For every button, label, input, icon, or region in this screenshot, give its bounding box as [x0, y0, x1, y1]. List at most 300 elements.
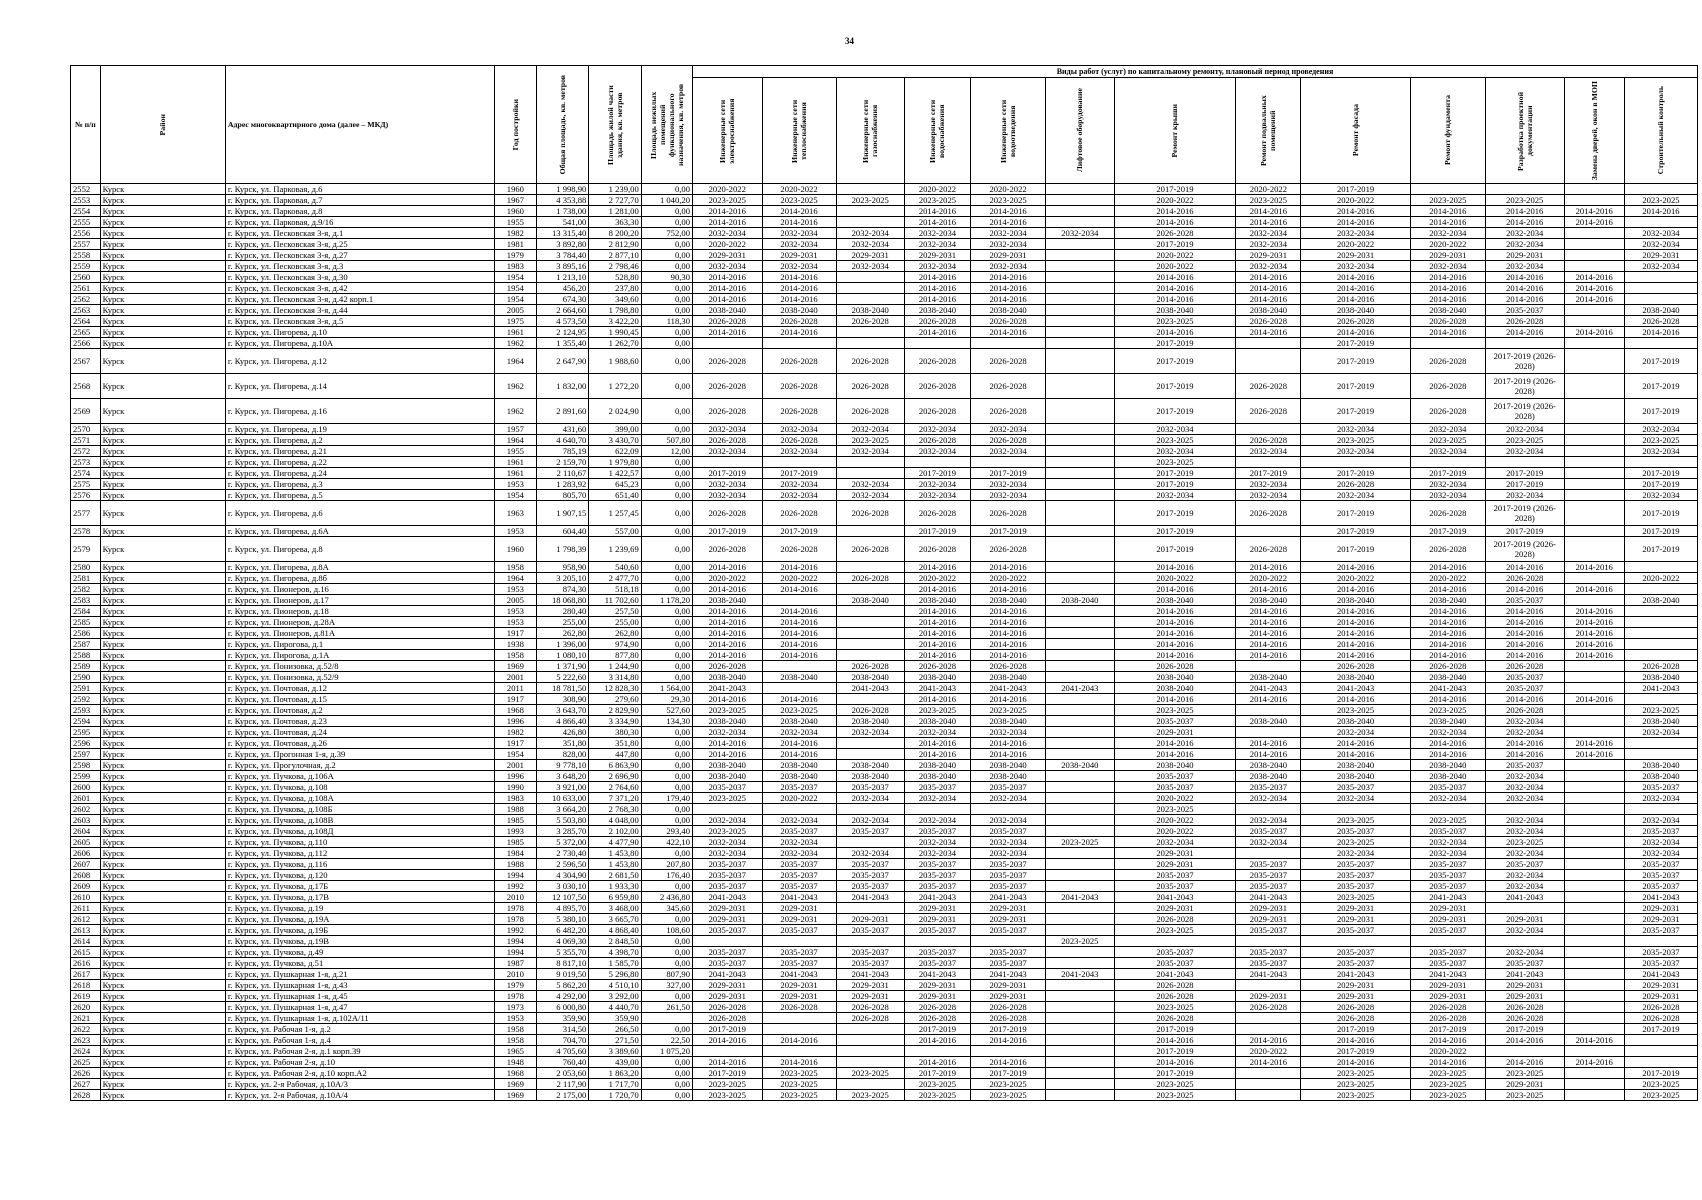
table-cell: 760,40 — [536, 1057, 588, 1068]
table-cell: Курск — [100, 815, 225, 826]
table-cell: 2577 — [71, 501, 101, 526]
table-cell: 0,00 — [641, 501, 692, 526]
table-cell: 1955 — [494, 446, 536, 457]
table-row — [71, 925, 1698, 936]
table-cell: 2035-2037 — [970, 947, 1045, 958]
table-cell — [1564, 261, 1624, 272]
table-cell: 2029-2031 — [1236, 903, 1301, 914]
table-cell: 0,00 — [641, 1090, 692, 1101]
table-cell: 2017-2019 — [1114, 349, 1236, 374]
table-row — [71, 859, 1698, 870]
table-cell: 2035-2037 — [1485, 672, 1564, 683]
table-cell: 2014-2016 — [1301, 206, 1410, 217]
table-cell — [762, 683, 836, 694]
table-cell: 2023-2025 — [693, 705, 762, 716]
table-cell: Курск — [100, 947, 225, 958]
table-cell: 2032-2034 — [1236, 793, 1301, 804]
table-cell — [904, 1046, 970, 1057]
table-cell — [836, 1057, 904, 1068]
table-cell: 2014-2016 — [970, 617, 1045, 628]
table-cell: 2610 — [71, 892, 101, 903]
table-cell: 2017-2019 (2026-2028) — [1485, 349, 1564, 374]
table-row — [71, 738, 1698, 749]
table-cell: 2032-2034 — [693, 261, 762, 272]
table-cell: 2559 — [71, 261, 101, 272]
table-cell: 2014-2016 — [693, 562, 762, 573]
table-cell — [1236, 1068, 1301, 1079]
table-cell: Курск — [100, 195, 225, 206]
table-cell: 2035-2037 — [1301, 859, 1410, 870]
table-cell — [1564, 305, 1624, 316]
table-cell: 2014-2016 — [1564, 639, 1624, 650]
table-cell: 2014-2016 — [1485, 584, 1564, 595]
table-cell — [1485, 338, 1564, 349]
table-cell: 2035-2037 — [762, 870, 836, 881]
table-cell: 1953 — [494, 526, 536, 537]
table-cell: 2 110,67 — [536, 468, 588, 479]
table-row — [71, 606, 1698, 617]
table-cell: 280,40 — [536, 606, 588, 617]
table-cell — [762, 595, 836, 606]
table-cell: 2038-2040 — [1236, 760, 1301, 771]
table-cell — [836, 650, 904, 661]
table-cell: 2032-2034 — [836, 446, 904, 457]
table-cell: 0,00 — [641, 771, 692, 782]
table-cell: 2 681,50 — [589, 870, 641, 881]
table-cell: г. Курск, ул. Песковская 3-я, д.25 — [225, 239, 494, 250]
table-cell: 2014-2016 — [693, 1057, 762, 1068]
header-year: Год постройки — [494, 66, 536, 184]
table-cell: 2026-2028 — [762, 374, 836, 399]
table-cell: 2032-2034 — [1236, 446, 1301, 457]
table-cell — [1114, 936, 1236, 947]
table-cell: 2020-2022 — [1114, 195, 1236, 206]
table-cell: 2032-2034 — [904, 815, 970, 826]
table-row — [71, 771, 1698, 782]
table-cell: 2026-2028 — [693, 537, 762, 562]
table-cell: 2038-2040 — [1046, 595, 1114, 606]
header-work-12: Строительный контроль — [1624, 78, 1697, 184]
table-cell: 2020-2022 — [693, 573, 762, 584]
table-cell: 2014-2016 — [1624, 327, 1697, 338]
table-cell: г. Курск, ул. Пигорева, д.22 — [225, 457, 494, 468]
table-cell: 2014-2016 — [1564, 584, 1624, 595]
table-cell: 2014-2016 — [1485, 1057, 1564, 1068]
table-cell: 6 000,80 — [536, 1002, 588, 1013]
table-cell: г. Курск, ул. Пушкарная 1-я, д.45 — [225, 991, 494, 1002]
table-cell: 1954 — [494, 272, 536, 283]
table-cell: 1968 — [494, 705, 536, 716]
table-cell: 1953 — [494, 1013, 536, 1024]
table-cell: Курск — [100, 573, 225, 584]
table-cell — [1624, 617, 1697, 628]
table-cell: 2026-2028 — [693, 661, 762, 672]
table-cell: 2014-2016 — [1410, 628, 1485, 639]
table-cell: г. Курск, ул. Пучкова, д.108 — [225, 782, 494, 793]
table-cell: 2613 — [71, 925, 101, 936]
table-cell: 2032-2034 — [762, 490, 836, 501]
table-cell — [1624, 628, 1697, 639]
table-cell — [1410, 338, 1485, 349]
table-cell: г. Курск, ул. Пучкова, д.51 — [225, 958, 494, 969]
table-row — [71, 595, 1698, 606]
table-cell: 12 828,30 — [589, 683, 641, 694]
table-cell: 1994 — [494, 947, 536, 958]
table-cell: Курск — [100, 457, 225, 468]
table-cell: 1 832,00 — [536, 374, 588, 399]
table-cell: 2578 — [71, 526, 101, 537]
table-cell: 2595 — [71, 727, 101, 738]
table-cell: 0,00 — [641, 672, 692, 683]
table-cell: 0,00 — [641, 936, 692, 947]
table-cell: 0,00 — [641, 206, 692, 217]
table-row — [71, 349, 1698, 374]
table-cell: 2032-2034 — [970, 239, 1045, 250]
table-cell: 2017-2019 — [1301, 526, 1410, 537]
table-cell: 2014-2016 — [1114, 749, 1236, 760]
table-cell: г. Курск, ул. Пигорева, д.3 — [225, 479, 494, 490]
table-cell: 1975 — [494, 316, 536, 327]
table-cell: 314,50 — [536, 1024, 588, 1035]
table-cell — [1564, 958, 1624, 969]
table-cell: 1938 — [494, 639, 536, 650]
table-cell: 2038-2040 — [1114, 760, 1236, 771]
table-cell: 2032-2034 — [904, 479, 970, 490]
table-cell: 2032-2034 — [836, 261, 904, 272]
table-cell: 2035-2037 — [1301, 881, 1410, 892]
table-cell: 2026-2028 — [1410, 374, 1485, 399]
table-cell: 2026-2028 — [1301, 1002, 1410, 1013]
table-cell: 380,30 — [589, 727, 641, 738]
table-cell: 2029-2031 — [1485, 250, 1564, 261]
table-cell — [693, 457, 762, 468]
table-cell: 2032-2034 — [1485, 771, 1564, 782]
table-cell: 2038-2040 — [836, 305, 904, 316]
table-cell: 2014-2016 — [1410, 206, 1485, 217]
table-cell: 2618 — [71, 980, 101, 991]
table-cell — [1046, 727, 1114, 738]
table-cell: 2014-2016 — [1236, 738, 1301, 749]
table-cell: 2035-2037 — [1236, 826, 1301, 837]
table-cell: 2014-2016 — [1236, 217, 1301, 228]
table-cell: 4 866,40 — [536, 716, 588, 727]
table-cell: 0,00 — [641, 639, 692, 650]
table-cell — [1624, 1057, 1697, 1068]
table-cell: 2032-2034 — [836, 228, 904, 239]
table-cell: 2604 — [71, 826, 101, 837]
table-cell: 2014-2016 — [1114, 639, 1236, 650]
table-cell: Курск — [100, 1024, 225, 1035]
table-cell: 2017-2019 — [1410, 1024, 1485, 1035]
table-cell — [1046, 661, 1114, 672]
table-cell: 308,90 — [536, 694, 588, 705]
table-cell: 2017-2019 — [904, 526, 970, 537]
table-cell: 2014-2016 — [1485, 639, 1564, 650]
table-cell: 2023-2025 — [836, 1090, 904, 1101]
table-cell — [836, 1046, 904, 1057]
table-cell — [1046, 1024, 1114, 1035]
table-cell: 0,00 — [641, 914, 692, 925]
table-cell: 2017-2019 — [1410, 468, 1485, 479]
table-cell: 2023-2025 — [904, 705, 970, 716]
table-row — [71, 617, 1698, 628]
table-cell: 2032-2034 — [1624, 424, 1697, 435]
table-cell: 2029-2031 — [762, 250, 836, 261]
table-cell: 2041-2043 — [1046, 969, 1114, 980]
table-cell: 1963 — [494, 501, 536, 526]
table-cell: 1983 — [494, 261, 536, 272]
table-cell: 2035-2037 — [693, 859, 762, 870]
table-cell: 2035-2037 — [1624, 859, 1697, 870]
table-cell: 2023-2025 — [762, 705, 836, 716]
table-cell: г. Курск, ул. Пучкова, д.120 — [225, 870, 494, 881]
table-cell: 2032-2034 — [836, 793, 904, 804]
table-cell: 3 468,00 — [589, 903, 641, 914]
table-cell: 2035-2037 — [762, 947, 836, 958]
table-cell: 2029-2031 — [1301, 914, 1410, 925]
header-work-5: Лифтовое оборудование — [1046, 78, 1114, 184]
table-cell: 2020-2022 — [762, 793, 836, 804]
table-cell: 2014-2016 — [1485, 694, 1564, 705]
table-cell: Курск — [100, 446, 225, 457]
table-cell: 4 048,00 — [589, 815, 641, 826]
table-cell: 2602 — [71, 804, 101, 815]
table-cell: 2014-2016 — [1301, 639, 1410, 650]
table-cell: 2017-2019 — [1114, 338, 1236, 349]
table-cell: 2035-2037 — [1624, 947, 1697, 958]
table-cell: 2032-2034 — [1410, 228, 1485, 239]
table-cell: 2592 — [71, 694, 101, 705]
table-cell: 2038-2040 — [970, 595, 1045, 606]
table-cell: 2017-2019 — [1114, 501, 1236, 526]
table-cell: 359,90 — [589, 1013, 641, 1024]
table-cell — [1046, 479, 1114, 490]
table-cell — [762, 804, 836, 815]
table-cell: 2017-2019 — [1114, 479, 1236, 490]
table-row — [71, 1035, 1698, 1046]
table-cell: 2038-2040 — [970, 760, 1045, 771]
table-cell: 2023-2025 — [693, 793, 762, 804]
table-cell: 1982 — [494, 727, 536, 738]
table-cell: 1978 — [494, 914, 536, 925]
table-cell: 1953 — [494, 479, 536, 490]
table-cell: 4 573,50 — [536, 316, 588, 327]
table-cell: 3 314,80 — [589, 672, 641, 683]
table-cell: 874,30 — [536, 584, 588, 595]
table-cell: 2026-2028 — [1410, 349, 1485, 374]
table-cell: 18 068,80 — [536, 595, 588, 606]
table-cell: 2014-2016 — [1564, 206, 1624, 217]
table-cell: 2032-2034 — [1624, 837, 1697, 848]
table-cell: 2032-2034 — [1301, 228, 1410, 239]
table-cell: 279,60 — [589, 694, 641, 705]
table-cell: 2029-2031 — [836, 250, 904, 261]
table-cell: 2596 — [71, 738, 101, 749]
table-cell: г. Курск, ул. Пигорева, д.8А — [225, 562, 494, 573]
table-cell: 2032-2034 — [1485, 261, 1564, 272]
table-cell: 2029-2031 — [1624, 903, 1697, 914]
table-cell: 2026-2028 — [1485, 316, 1564, 327]
table-cell: Курск — [100, 562, 225, 573]
table-cell: 2029-2031 — [693, 250, 762, 261]
table-cell: 2014-2016 — [970, 283, 1045, 294]
table-cell: 1996 — [494, 716, 536, 727]
table-cell: 2038-2040 — [693, 716, 762, 727]
table-cell — [1236, 705, 1301, 716]
table-cell: 6 959,80 — [589, 892, 641, 903]
table-cell: 2001 — [494, 672, 536, 683]
table-cell: 2582 — [71, 584, 101, 595]
table-cell: 2014-2016 — [1114, 606, 1236, 617]
table-cell: 2032-2034 — [904, 424, 970, 435]
table-cell: 2038-2040 — [1301, 672, 1410, 683]
table-cell: 351,80 — [589, 738, 641, 749]
table-cell: Курск — [100, 1035, 225, 1046]
table-cell: 2014-2016 — [1301, 694, 1410, 705]
table-cell: 2014-2016 — [693, 272, 762, 283]
table-cell: 11 702,60 — [589, 595, 641, 606]
table-cell — [1564, 435, 1624, 446]
table-cell: 2014-2016 — [1236, 294, 1301, 305]
table-cell: 2035-2037 — [904, 881, 970, 892]
table-cell: 2014-2016 — [1301, 606, 1410, 617]
table-cell: 2017-2019 — [1301, 468, 1410, 479]
table-cell: 2026-2028 — [1236, 501, 1301, 526]
table-cell: 2038-2040 — [970, 716, 1045, 727]
table-cell: г. Курск, ул. Песковская 3-я, д.5 — [225, 316, 494, 327]
table-cell: 2014-2016 — [970, 217, 1045, 228]
table-cell: 2014-2016 — [1301, 738, 1410, 749]
table-cell: 447,80 — [589, 749, 641, 760]
table-row — [71, 501, 1698, 526]
table-cell — [1485, 903, 1564, 914]
table-cell: г. Курск, ул. Пучкова, д.110 — [225, 837, 494, 848]
table-cell: г. Курск, ул. Пигорева, д.8б — [225, 573, 494, 584]
table-cell: 2023-2025 — [762, 195, 836, 206]
table-row — [71, 980, 1698, 991]
table-cell: 2023-2025 — [762, 1090, 836, 1101]
table-cell: 2614 — [71, 936, 101, 947]
table-cell: 2017-2019 — [1114, 1024, 1236, 1035]
table-cell: 2038-2040 — [1624, 771, 1697, 782]
table-cell: 2029-2031 — [1410, 914, 1485, 925]
table-cell: 1985 — [494, 815, 536, 826]
table-row — [71, 705, 1698, 716]
table-cell — [1564, 424, 1624, 435]
table-row — [71, 650, 1698, 661]
table-cell: 349,60 — [589, 294, 641, 305]
table-cell: 2014-2016 — [1485, 628, 1564, 639]
table-cell: 2026-2028 — [836, 573, 904, 584]
table-cell: 1985 — [494, 837, 536, 848]
header-total-area: Общая площадь, кв. метров — [536, 66, 588, 184]
table-cell — [1564, 316, 1624, 327]
table-cell: 2023-2025 — [1114, 1079, 1236, 1090]
table-cell: Курск — [100, 261, 225, 272]
table-cell: 1917 — [494, 738, 536, 749]
table-cell: 2020-2022 — [1114, 261, 1236, 272]
table-cell: 1 239,00 — [589, 184, 641, 195]
table-cell: г. Курск, ул. Пучкова, д.17В — [225, 892, 494, 903]
table-cell: 2023-2025 — [1485, 195, 1564, 206]
table-cell — [1564, 837, 1624, 848]
table-cell — [1046, 881, 1114, 892]
table-cell — [1564, 760, 1624, 771]
table-cell: 2014-2016 — [1410, 1035, 1485, 1046]
table-cell — [970, 936, 1045, 947]
table-cell: 2038-2040 — [1301, 771, 1410, 782]
table-cell: г. Курск, ул. Почтовая, д.15 — [225, 694, 494, 705]
table-cell: 1996 — [494, 771, 536, 782]
table-cell: 0,00 — [641, 562, 692, 573]
table-cell: 2 768,30 — [589, 804, 641, 815]
table-cell: г. Курск, ул. Пушкарная 1-я, д.21 — [225, 969, 494, 980]
table-cell — [1236, 804, 1301, 815]
table-cell: 2035-2037 — [1114, 947, 1236, 958]
table-cell: 134,30 — [641, 716, 692, 727]
table-cell: 0,00 — [641, 628, 692, 639]
table-cell: 2041-2043 — [1485, 969, 1564, 980]
table-cell: 2020-2022 — [1301, 239, 1410, 250]
table-cell: 2026-2028 — [1624, 1002, 1697, 1013]
table-cell: Курск — [100, 925, 225, 936]
table-cell — [1046, 958, 1114, 969]
table-cell: 2574 — [71, 468, 101, 479]
table-cell: 2014-2016 — [1301, 1035, 1410, 1046]
table-cell: 2014-2016 — [1301, 272, 1410, 283]
table-cell: 2599 — [71, 771, 101, 782]
table-cell: 2600 — [71, 782, 101, 793]
table-cell: 2029-2031 — [970, 250, 1045, 261]
table-cell: 2032-2034 — [1410, 424, 1485, 435]
table-cell: 2023-2025 — [970, 195, 1045, 206]
table-cell: 2014-2016 — [904, 650, 970, 661]
table-cell: 2020-2022 — [693, 184, 762, 195]
table-cell: 0,00 — [641, 782, 692, 793]
table-cell — [1564, 595, 1624, 606]
table-cell: 2041-2043 — [762, 969, 836, 980]
table-row — [71, 1024, 1698, 1035]
table-cell: 5 503,80 — [536, 815, 588, 826]
table-cell: 6 482,20 — [536, 925, 588, 936]
table-cell: 2035-2037 — [762, 859, 836, 870]
table-cell: 2023-2025 — [762, 1079, 836, 1090]
table-cell — [1236, 424, 1301, 435]
table-cell: 507,80 — [641, 435, 692, 446]
table-cell: 2603 — [71, 815, 101, 826]
table-cell: Курск — [100, 804, 225, 815]
table-cell — [693, 936, 762, 947]
table-row — [71, 446, 1698, 457]
table-cell: 359,90 — [536, 1013, 588, 1024]
table-cell: г. Курск, ул. Рабочая 2-я, д.10 — [225, 1057, 494, 1068]
table-cell: 2032-2034 — [1410, 837, 1485, 848]
table-cell: 2557 — [71, 239, 101, 250]
table-cell: Курск — [100, 1090, 225, 1101]
table-cell: 2041-2043 — [970, 892, 1045, 903]
table-cell: 4 304,90 — [536, 870, 588, 881]
table-cell: 0,00 — [641, 374, 692, 399]
table-cell — [970, 804, 1045, 815]
table-cell: Курск — [100, 537, 225, 562]
table-cell — [970, 338, 1045, 349]
table-cell: 2023-2025 — [1046, 936, 1114, 947]
table-cell: 2014-2016 — [693, 294, 762, 305]
table-cell: Курск — [100, 1068, 225, 1079]
table-cell: 2014-2016 — [1410, 606, 1485, 617]
table-cell: 0,00 — [641, 947, 692, 958]
table-cell: 2562 — [71, 294, 101, 305]
